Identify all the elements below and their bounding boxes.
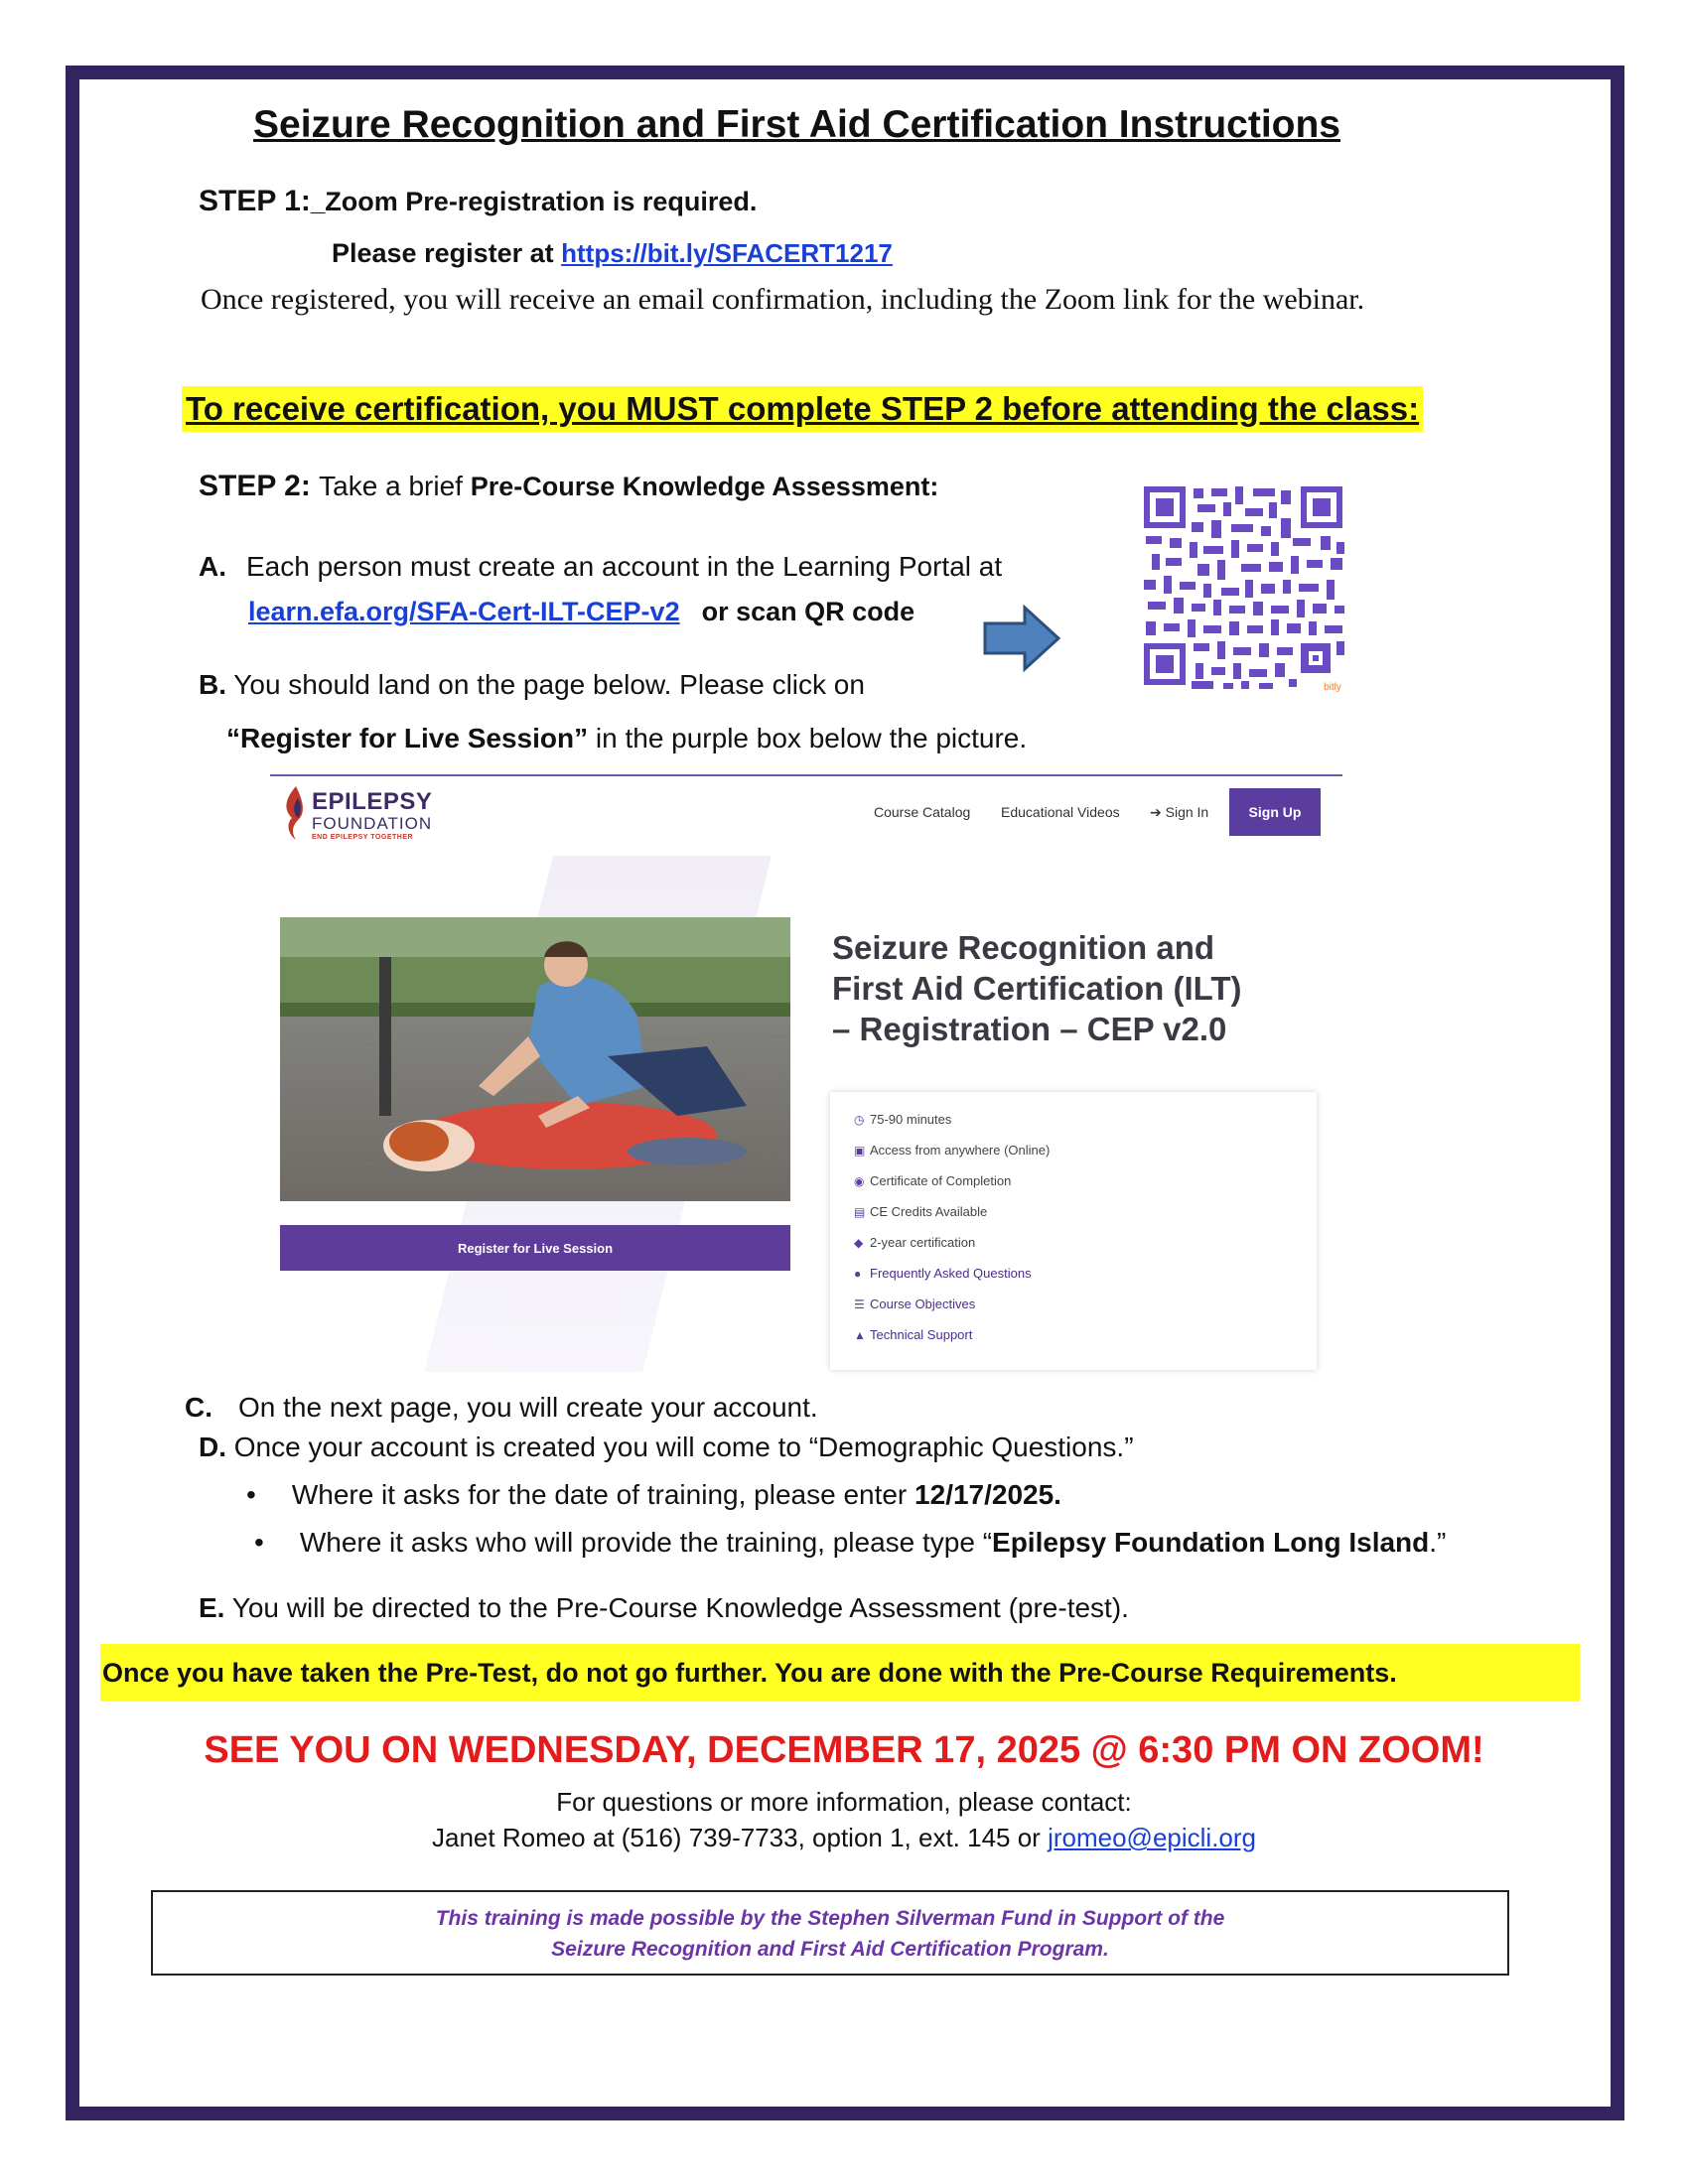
right-arrow-icon [981,604,1062,673]
nav-educational-videos[interactable]: Educational Videos [1001,804,1120,820]
bullet-icon: • [254,1527,264,1558]
online-icon: ▣ [854,1144,866,1158]
step2-heading: STEP 2: Take a brief Pre-Course Knowledge Assessment: [199,470,939,502]
contact-email-link[interactable]: jromeo@epicli.org [1048,1823,1256,1852]
step1-heading: STEP 1:_Zoom Pre-registration is required. [199,185,758,217]
step-d-bullet-1: • Where it asks for the date of training, please enter 12/17/2025. [246,1479,1061,1510]
nav-sign-in[interactable]: ➔ Sign In [1150,804,1209,820]
page-title: Seizure Recognition and First Aid Certification Instructions [253,103,1340,146]
step1-title: Zoom Pre-registration is required. [325,187,758,216]
course-info-box [830,1092,1317,1370]
step2-b-line2: “Register for Live Session” in the purple box below the picture. [226,723,1028,753]
info-objectives-link[interactable]: ☰ Course Objectives [854,1297,976,1311]
see-you-banner: SEE YOU ON WEDNESDAY, DECEMBER 17, 2025 @ 6:30 PM ON ZOOM! [204,1729,1484,1771]
step2-a-link-line: learn.efa.org/SFA-Cert-ILT-CEP-v2 or scan QR code [248,597,915,626]
step1-register-line: Please register at https://bit.ly/SFACERT1217 [332,238,893,268]
step-d-bullet-2: • Where it asks who will provide the training, please type “Epilepsy Foundation Long Island.” [254,1527,1447,1558]
bullet-icon: • [246,1479,256,1510]
logo-main-text: EPILEPSY [312,788,433,815]
shield-icon: ◆ [854,1236,864,1250]
info-certification-length: ◆ 2-year certification [854,1235,976,1250]
qr-code[interactable] [1142,484,1350,693]
info-duration: ◷ 75-90 minutes [854,1112,952,1127]
nav-course-catalog[interactable]: Course Catalog [874,804,971,820]
contact-line-2: Janet Romeo at (516) 739-7733, option 1, ext. 145 or jromeo@epicli.org [432,1823,1256,1852]
info-support-link[interactable]: ▲ Technical Support [854,1327,973,1342]
landing-page-screenshot [270,774,1342,1380]
learning-portal-link[interactable]: learn.efa.org/SFA-Cert-ILT-CEP-v2 [248,597,680,626]
qr-brand-label: bitly [1324,682,1341,693]
info-faq-link[interactable]: ● Frequently Asked Questions [854,1266,1032,1281]
logo-tagline: END EPILEPSY TOGETHER [312,834,414,841]
step-e-line: E. You will be directed to the Pre-Course Knowledge Assessment (pre-test). [199,1592,1129,1623]
info-ce-credits: ▤ CE Credits Available [854,1204,988,1219]
register-live-session-button[interactable]: Register for Live Session [280,1225,790,1271]
first-aid-photo [280,917,790,1201]
register-link[interactable]: https://bit.ly/SFACERT1217 [561,238,893,268]
funding-credit-box: This training is made possible by the Stephen Silverman Fund in Support of the Seizure Recognition and First Aid Certification Program. [151,1890,1509,1976]
step2-label: STEP 2: [199,470,311,502]
sign-up-button[interactable]: Sign Up [1229,788,1321,836]
info-access: ▣ Access from anywhere (Online) [854,1143,1051,1158]
user-icon: ▲ [854,1328,866,1342]
step1-note: Once registered, you will receive an email confirmation, including the Zoom link for the webinar. [201,283,1365,316]
info-certificate: ◉ Certificate of Completion [854,1173,1012,1188]
contact-line-1: For questions or more information, please contact: [556,1787,1132,1817]
step1-label: STEP 1: [199,185,311,217]
flame-logo-icon [280,784,308,842]
step-c-line: C. On the next page, you will create your account. [185,1392,818,1423]
clock-icon: ◷ [854,1113,865,1127]
certificate-icon: ◉ [854,1174,865,1188]
done-notice: Once you have taken the Pre-Test, do not go further. You are done with the Pre-Course Requirements. [100,1644,1580,1702]
step2-a-line: A. Each person must create an account in the Learning Portal at [199,551,1003,582]
course-title: Seizure Recognition and First Aid Certification (ILT) – Registration – CEP v2.0 [832,929,1242,1047]
sign-in-icon: ➔ [1150,804,1162,820]
step-d-line: D. Once your account is created you will come to “Demographic Questions.” [199,1432,1134,1462]
credits-icon: ▤ [854,1205,866,1219]
step2-b-line: B. You should land on the page below. Please click on [199,669,865,700]
faq-icon: ● [854,1267,862,1281]
logo-sub-text: FOUNDATION [312,814,433,833]
step2-warning: To receive certification, you MUST complete STEP 2 before attending the class: [182,386,1423,432]
list-icon: ☰ [854,1297,865,1311]
